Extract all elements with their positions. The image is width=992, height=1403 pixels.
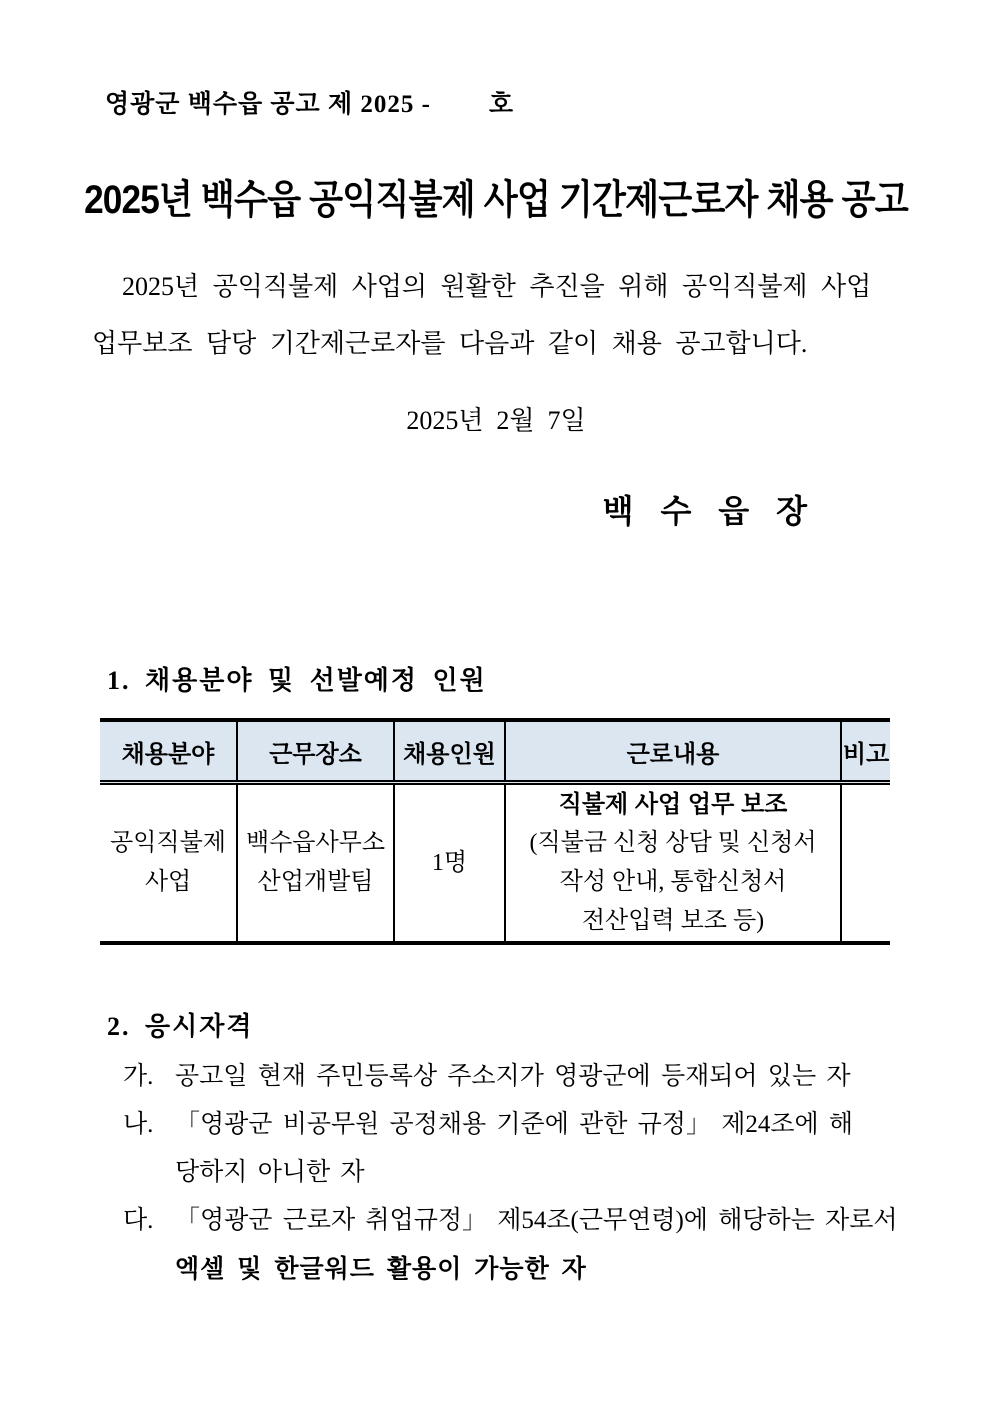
announcement-date: 2025년 2월 7일 [406,406,586,435]
issuer-signature: 백 수 읍 장 [602,493,816,529]
workplace-line1: 백수읍사무소 [245,830,386,856]
item-line-bold: 엑셀 및 한글워드 활용이 가능한 자 [175,1255,587,1283]
item-line: 당하지 아니한 자 [175,1159,365,1186]
intro-line-1: 2025년 공익직불제 사업의 원활한 추진을 위해 공익직불제 사업 [122,272,872,301]
duty-title: 직불제 사업 업무 보조 [558,791,788,818]
item-line: 「영광군 근로자 취업규정」 제54조(근무연령)에 해당하는 자로서 [175,1207,898,1234]
recruitment-table [100,718,890,945]
recruit-field-line1: 공익직불제 [110,830,226,856]
item-marker: 나. [123,1111,154,1138]
section2-heading: 2. 응시자격 [107,1012,254,1041]
item-marker: 가. [123,1063,154,1090]
header-workplace: 근무장소 [237,720,394,783]
item-lines [175,1101,853,1197]
section1-heading: 1. 채용분야 및 선발예정 인원 [107,666,487,695]
intro-line-2: 업무보조 담당 기간제근로자를 다음과 같이 채용 공고합니다. [92,329,808,358]
duty-detail-line3: 전산입력 보조 등) [581,908,765,934]
cell-duty [505,783,841,944]
cell-note [841,783,890,944]
cell-recruit-field [100,783,237,944]
duty-detail-line1: (직불금 신청 상담 및 신청서 [529,830,817,856]
header-duty: 근로내용 [505,720,841,783]
table-row [100,783,890,944]
header-recruit-field: 채용분야 [100,720,237,783]
item-line: 공고일 현재 주민등록상 주소지가 영광군에 등재되어 있는 자 [175,1063,851,1090]
cell-workplace [237,783,394,944]
item-lines [175,1053,851,1101]
item-line: 「영광군 비공무원 공정채용 기준에 관한 규정」 제24조에 해 [175,1111,854,1138]
item-lines [175,1197,898,1293]
qualification-list [123,1053,898,1293]
qualification-item-ga [123,1053,898,1101]
workplace-line2: 산업개발팀 [257,869,374,895]
qualification-item-da [123,1197,898,1293]
cell-headcount: 1명 [394,783,505,944]
qualification-item-na [123,1101,898,1197]
duty-detail-line2: 작성 안내, 통합신청서 [559,869,787,895]
document-title: 2025년 백수읍 공익직불제 사업 기간제근로자 채용 공고 [84,178,908,222]
intro-paragraph [92,258,916,372]
recruit-field-line2: 사업 [144,869,192,895]
item-marker: 다. [123,1207,154,1234]
document-reference-number: 영광군 백수읍 공고 제 2025 - 호 [105,91,515,118]
header-headcount: 채용인원 [394,720,505,783]
header-note: 비고 [841,720,890,783]
table-header-row [100,720,890,783]
